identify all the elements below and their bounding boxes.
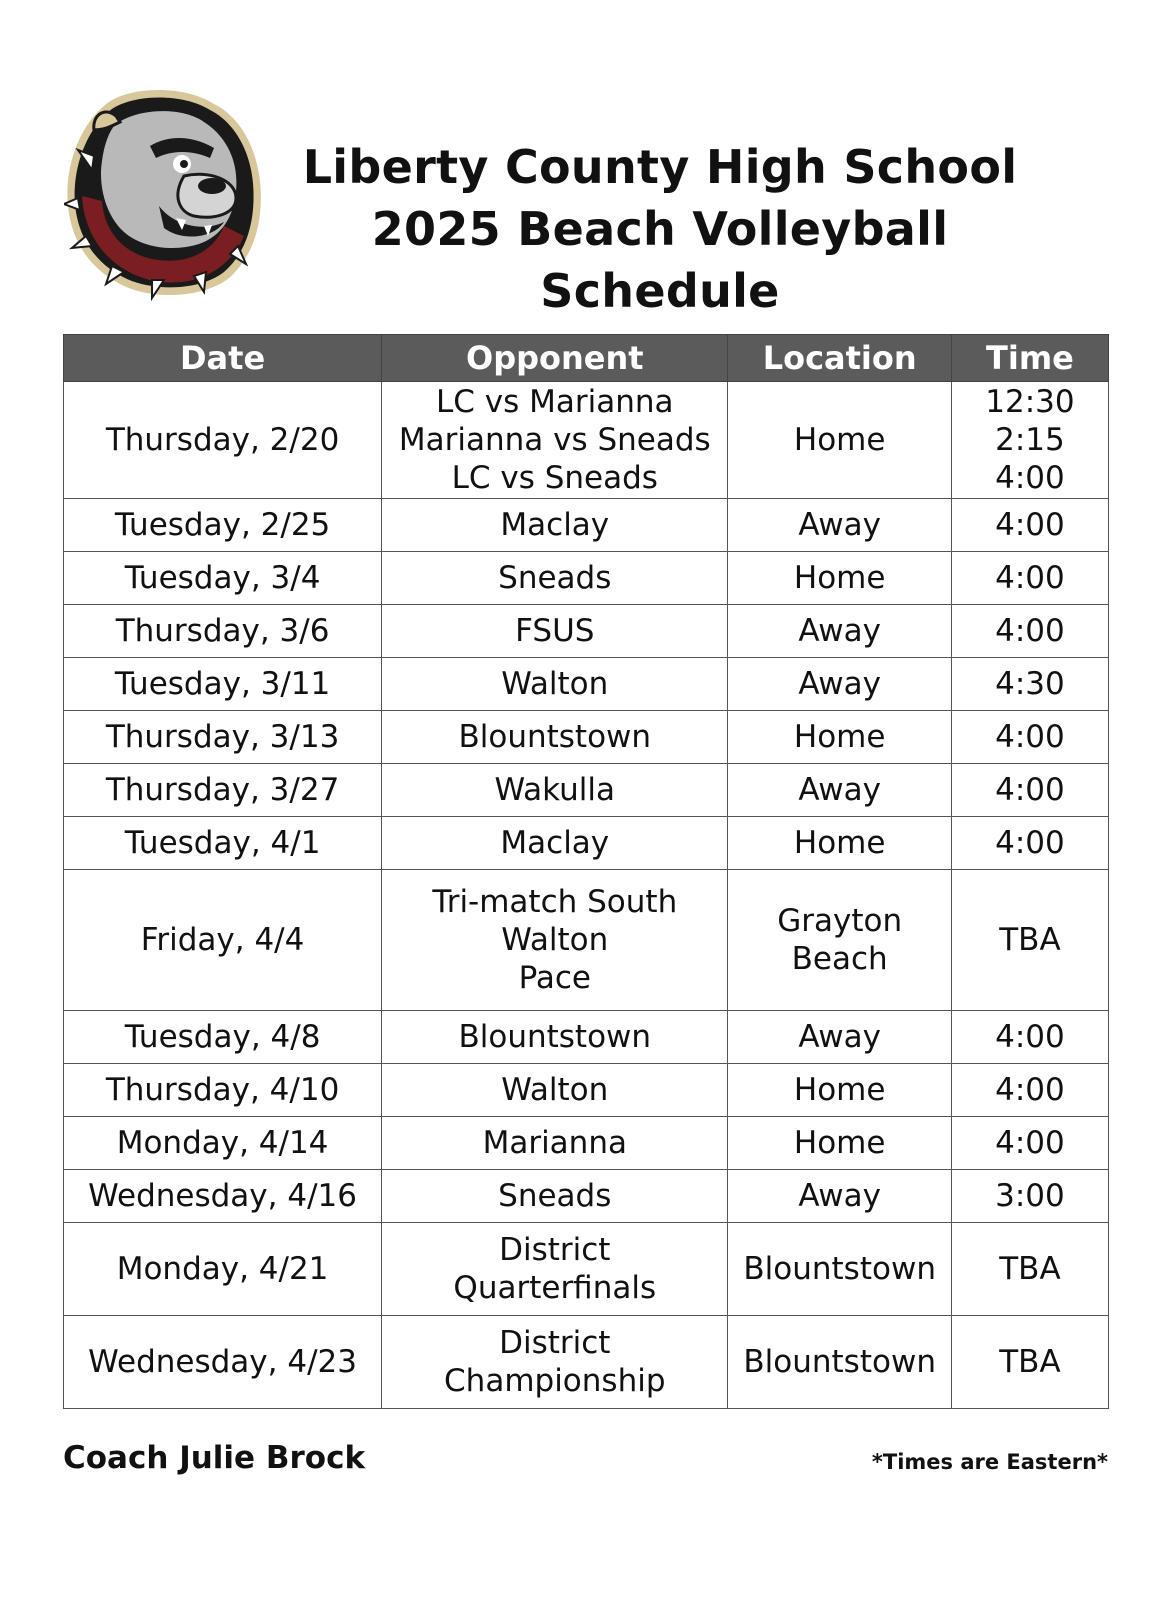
date-cell: Tuesday, 4/8	[64, 1011, 382, 1064]
date-cell: Wednesday, 4/16	[64, 1170, 382, 1223]
time-cell	[951, 1223, 1108, 1316]
header-location: Location	[728, 335, 951, 382]
table-row	[64, 764, 1109, 817]
opponent-cell-line: Marianna	[482, 1125, 627, 1161]
date-cell: Thursday, 2/20	[64, 382, 382, 499]
opponent-cell-line: Walton	[501, 922, 609, 958]
title-block	[300, 136, 1020, 322]
table-row	[64, 817, 1109, 870]
time-cell-line: 4:30	[995, 666, 1065, 702]
opponent-cell	[382, 764, 728, 817]
date-cell: Thursday, 3/27	[64, 764, 382, 817]
time-cell-line: 4:00	[995, 772, 1065, 808]
location-cell	[728, 764, 951, 817]
table-row	[64, 1170, 1109, 1223]
opponent-cell-line: Walton	[501, 666, 609, 702]
time-cell-line: 4:00	[995, 613, 1065, 649]
location-cell-line: Home	[793, 825, 886, 861]
time-cell	[951, 1316, 1108, 1409]
location-cell-line: Away	[798, 507, 881, 543]
table-row	[64, 1011, 1109, 1064]
time-cell	[951, 552, 1108, 605]
time-cell	[951, 382, 1108, 499]
opponent-cell	[382, 658, 728, 711]
schedule-table	[63, 334, 1109, 1409]
opponent-cell	[382, 1117, 728, 1170]
date-cell: Tuesday, 3/11	[64, 658, 382, 711]
title-school: Liberty County High School	[302, 140, 1018, 194]
location-cell-line: Away	[798, 1178, 881, 1214]
location-cell-line: Home	[793, 1125, 886, 1161]
time-cell	[951, 870, 1108, 1011]
time-cell-line: TBA	[999, 922, 1061, 958]
location-cell	[728, 1316, 951, 1409]
table-row	[64, 605, 1109, 658]
header-date: Date	[64, 335, 382, 382]
table-row	[64, 1223, 1109, 1316]
location-cell-line: Blountstown	[743, 1344, 936, 1380]
date-cell: Thursday, 4/10	[64, 1064, 382, 1117]
table-header-row	[64, 335, 1109, 382]
date-cell: Thursday, 3/13	[64, 711, 382, 764]
time-cell	[951, 711, 1108, 764]
location-cell-line: Away	[798, 1019, 881, 1055]
opponent-cell-line: Marianna vs Sneads	[398, 422, 711, 458]
opponent-cell-line: Maclay	[500, 825, 610, 861]
table-row	[64, 870, 1109, 1011]
time-cell-line: 12:30	[985, 384, 1075, 420]
opponent-cell-line: Sneads	[498, 1178, 612, 1214]
time-cell-line: TBA	[999, 1344, 1061, 1380]
time-cell-line: 3:00	[995, 1178, 1065, 1214]
opponent-cell-line: District	[499, 1232, 611, 1268]
opponent-cell-line: Pace	[518, 960, 591, 996]
opponent-cell	[382, 1011, 728, 1064]
location-cell-line: Home	[793, 719, 886, 755]
opponent-cell	[382, 711, 728, 764]
opponent-cell-line: Quarterfinals	[453, 1270, 657, 1306]
location-cell	[728, 1170, 951, 1223]
time-cell-line: 2:15	[995, 422, 1065, 458]
opponent-cell-line: Sneads	[498, 560, 612, 596]
date-cell: Wednesday, 4/23	[64, 1316, 382, 1409]
time-cell	[951, 605, 1108, 658]
location-cell	[728, 817, 951, 870]
timezone-note: *Times are Eastern*	[871, 1450, 1108, 1474]
opponent-cell	[382, 817, 728, 870]
opponent-cell-line: Maclay	[500, 507, 610, 543]
date-cell: Monday, 4/14	[64, 1117, 382, 1170]
bulldog-mascot-icon	[64, 86, 264, 302]
location-cell	[728, 605, 951, 658]
location-cell-line: Home	[793, 560, 886, 596]
time-cell-line: 4:00	[995, 719, 1065, 755]
table-row	[64, 499, 1109, 552]
opponent-cell	[382, 1170, 728, 1223]
opponent-cell	[382, 1223, 728, 1316]
location-cell-line: Away	[798, 666, 881, 702]
time-cell	[951, 1011, 1108, 1064]
table-row	[64, 711, 1109, 764]
table-row	[64, 1064, 1109, 1117]
location-cell	[728, 1011, 951, 1064]
opponent-cell	[382, 605, 728, 658]
time-cell-line: 4:00	[995, 560, 1065, 596]
time-cell	[951, 1064, 1108, 1117]
header-opponent: Opponent	[382, 335, 728, 382]
opponent-cell	[382, 499, 728, 552]
location-cell	[728, 1064, 951, 1117]
time-cell-line: 4:00	[995, 1125, 1065, 1161]
time-cell-line: 4:00	[995, 1072, 1065, 1108]
location-cell-line: Grayton	[777, 903, 903, 939]
location-cell	[728, 711, 951, 764]
location-cell	[728, 658, 951, 711]
location-cell-line: Away	[798, 772, 881, 808]
opponent-cell	[382, 870, 728, 1011]
date-cell: Tuesday, 2/25	[64, 499, 382, 552]
schedule-body	[64, 382, 1109, 1409]
time-cell-line: 4:00	[995, 507, 1065, 543]
date-cell: Tuesday, 4/1	[64, 817, 382, 870]
location-cell	[728, 552, 951, 605]
opponent-cell-line: Wakulla	[494, 772, 616, 808]
opponent-cell	[382, 1316, 728, 1409]
location-cell-line: Home	[793, 1072, 886, 1108]
time-cell	[951, 764, 1108, 817]
time-cell	[951, 817, 1108, 870]
location-cell	[728, 1223, 951, 1316]
date-cell: Monday, 4/21	[64, 1223, 382, 1316]
date-cell: Thursday, 3/6	[64, 605, 382, 658]
opponent-cell	[382, 1064, 728, 1117]
table-row	[64, 1117, 1109, 1170]
location-cell	[728, 499, 951, 552]
location-cell-line: Beach	[791, 941, 888, 977]
time-cell-line: 4:00	[995, 825, 1065, 861]
location-cell	[728, 1117, 951, 1170]
opponent-cell-line: Championship	[444, 1363, 666, 1399]
date-cell: Friday, 4/4	[64, 870, 382, 1011]
opponent-cell-line: Walton	[501, 1072, 609, 1108]
opponent-cell-line: LC vs Sneads	[451, 460, 658, 496]
location-cell-line: Home	[793, 422, 886, 458]
date-cell: Tuesday, 3/4	[64, 552, 382, 605]
location-cell-line: Blountstown	[743, 1251, 936, 1287]
coach-name: Coach Julie Brock	[63, 1440, 366, 1476]
time-cell	[951, 499, 1108, 552]
time-cell-line: 4:00	[995, 460, 1065, 496]
opponent-cell-line: Tri-match South	[432, 884, 678, 920]
time-cell	[951, 1117, 1108, 1170]
time-cell	[951, 1170, 1108, 1223]
table-row	[64, 382, 1109, 499]
header-time: Time	[951, 335, 1108, 382]
title-schedule: 2025 Beach Volleyball Schedule	[371, 202, 949, 318]
opponent-cell	[382, 382, 728, 499]
opponent-cell-line: FSUS	[515, 613, 595, 649]
opponent-cell-line: District	[499, 1325, 611, 1361]
location-cell	[728, 382, 951, 499]
time-cell-line: 4:00	[995, 1019, 1065, 1055]
table-row	[64, 1316, 1109, 1409]
opponent-cell-line: Blountstown	[458, 719, 652, 755]
table-row	[64, 658, 1109, 711]
opponent-cell-line: LC vs Marianna	[436, 384, 674, 420]
time-cell-line: TBA	[999, 1251, 1061, 1287]
opponent-cell	[382, 552, 728, 605]
opponent-cell-line: Blountstown	[458, 1019, 652, 1055]
location-cell	[728, 870, 951, 1011]
time-cell	[951, 658, 1108, 711]
table-row	[64, 552, 1109, 605]
location-cell-line: Away	[798, 613, 881, 649]
